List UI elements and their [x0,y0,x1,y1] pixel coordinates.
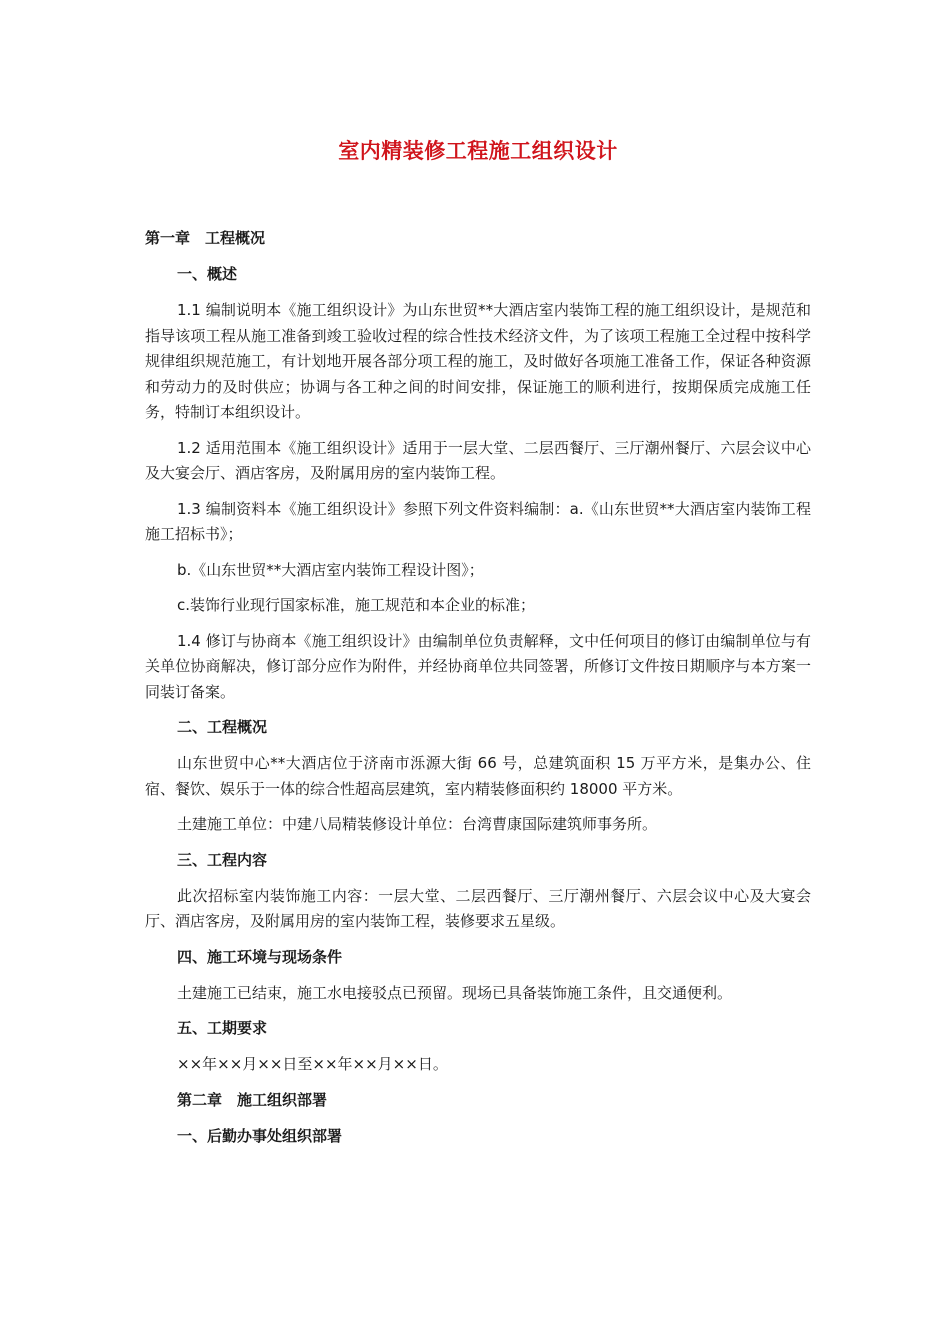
paragraph: c.装饰行业现行国家标准，施工规范和本企业的标准； [177,596,536,614]
paragraph: 1.1 编制说明本《施工组织设计》为山东世贸**大酒店室内装饰工程的施工组织设计，是规范和指导该项工程从施工准备到竣工验收过程的综合性技术经济文件，为了该项工程施工全过程中按科学规律组织规范施工，有计划地开展各部分项工程的施工，及时做好各项施工准备工作，保证各种资源和劳动力的及时供应；协调与各工种之间的时间安排，保证施工的顺利进行，按期保质完成施工任务，特制订本组织设计。 [145,301,811,421]
paragraph: ××年××月××日至××年××月××日。 [177,1055,448,1073]
paragraph: 土建施工单位：中建八局精装修设计单位：台湾曹康国际建筑师事务所。 [177,815,658,833]
chapter-heading: 第二章 施工组织部署 [177,1090,328,1109]
paragraph: 1.2 适用范围本《施工组织设计》适用于一层大堂、二层西餐厅、三厅潮州餐厅、六层会议中心及大宴会厅、酒店客房，及附属用房的室内装饰工程。 [145,438,811,482]
section-heading: 二、工程概况 [177,718,268,736]
document-body [145,226,811,1160]
section-heading: 四、施工环境与现场条件 [177,947,343,966]
paragraph: 山东世贸中心**大酒店位于济南市泺源大街 66 号，总建筑面积 15 万平方米，是集办公、住宿、餐饮、娱乐于一体的综合性超高层建筑，室内精装修面积约 18000 平方米。 [145,754,811,798]
section-heading: 三、工程内容 [177,850,268,869]
paragraph: 土建施工已结束，施工水电接驳点已预留。现场已具备装饰施工条件，且交通便利。 [177,983,733,1002]
section-heading: 一、后勤办事处组织部署 [177,1126,343,1145]
paragraph: 此次招标室内装饰施工内容：一层大堂、二层西餐厅、三厅潮州餐厅、六层会议中心及大宴会厅、酒店客房，及附属用房的室内装饰工程，装修要求五星级。 [145,886,811,930]
document-title: 室内精装修工程施工组织设计 [338,139,618,163]
section-heading: 一、概述 [177,265,238,283]
paragraph: b.《山东世贸**大酒店室内装饰工程设计图》； [177,560,484,579]
chapter-heading: 第一章 工程概况 [145,229,266,247]
paragraph: 1.3 编制资料本《施工组织设计》参照下列文件资料编制：a.《山东世贸**大酒店室内装饰工程施工招标书》； [145,499,811,543]
section-heading: 五、工期要求 [177,1019,268,1037]
paragraph: 1.4 修订与协商本《施工组织设计》由编制单位负责解释，文中任何项目的修订由编制单位与有关单位协商解决，修订部分应作为附件，并经协商单位共同签署，所修订文件按日期顺序与本方案一同装订备案。 [145,631,811,701]
